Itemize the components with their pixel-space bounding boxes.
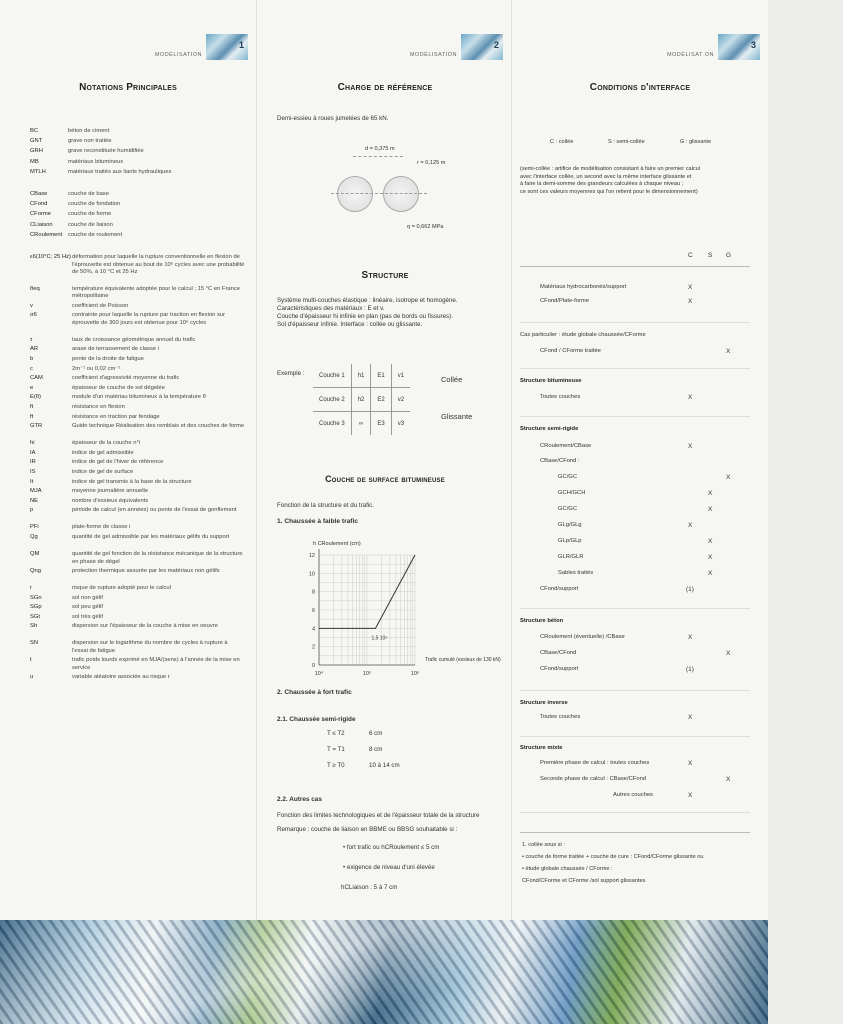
notation-row [30,312,245,327]
notation-row [30,232,245,240]
y-tick-label: 2 [311,644,315,651]
interface-row-label: GCH/GCH [558,490,586,496]
notation-description: risque de rupture adopté pour le calcul [72,585,171,591]
notation-description: nombre d'essieux équivalents [72,497,149,504]
notation-row [30,479,245,487]
notation-symbol: SN [30,640,39,647]
notation-symbol: BC [30,128,39,134]
header-tab-art [718,34,760,60]
notation-description: coefficient d'agressivité moyenne du trafic [72,375,180,382]
section-title-couche: Couche de surface bitumineuse [325,474,445,484]
notation-row [30,191,245,199]
notation-description: trafic poids lourds exprimé en MJA/(sens) à l'année de la mise en service [72,657,240,671]
page-title: Conditions d'interface [589,82,691,93]
notation-description: période de calcul (en années) ou pente de l'essai de gonflement [72,507,237,514]
autres-text: Fonction des limites technologiques et de l'épaisseur totale de la structure [277,812,480,819]
notation-symbol: GRH [30,148,43,155]
sub-heading-2: 2. Chaussée à fort trafic [277,689,352,696]
interface-mark: X [688,443,693,450]
page-number: 3 [750,40,756,50]
wheel-left [337,176,373,212]
notation-row [30,423,245,431]
notation-description: moyenne journalière annuelle [72,488,149,495]
interface-mark: X [708,570,713,577]
interface-mark: (1) [686,666,694,673]
notation-row [30,159,245,167]
interface-row-label: CRoulement (éventuelle) /CBase [540,634,625,640]
thickness-chart [273,535,501,685]
notation-description: variable aléatoire associée au risque r [72,674,170,681]
page-number: 1 [238,40,244,50]
notation-row [30,138,245,146]
notation-symbol: IR [30,459,36,466]
layer-v: v2 [391,388,410,412]
legend-glissante: G : glissante [680,139,712,145]
sub-heading-1: 1. Chaussée à faible trafic [277,518,358,525]
interface-row-label: CRoulement/CBase [540,443,592,449]
layer-e: E3 [371,412,391,436]
layer-h: h1 [351,364,371,388]
structure-line: Sol d'épaisseur infinie. Interface : collée ou glissante. [277,321,423,328]
notation-symbol: ε6(10°C; 25 Hz) [30,254,71,260]
notation-symbol: c [30,365,33,372]
notation-description: contrainte pour laquelle la rupture par traction en flexion sur éprouvette de 360 jours est obtenue pour 10⁶ cycles [72,312,226,326]
notation-description: grave reconstituée humidifiée [68,148,144,155]
notation-symbol: MB [30,158,39,165]
notation-description: épaisseur de la couche n°i [72,440,141,447]
page-header [410,34,503,60]
glissante-label: Glissante [441,412,473,421]
notation-row [30,366,245,374]
chart-xlabel: Trafic cumulé (essieux de 130 kN) [425,657,501,663]
interface-mark: X [688,760,693,767]
notation-row [30,337,245,345]
notation-description: sol peu gélif [72,604,103,611]
notation-description: taux de croissance géométrique annuel du trafic [72,336,196,343]
notation-description: dispersion sur le logarithme du nombre de cycles à rupture à l'essai de fatigue [72,640,228,654]
notation-symbol: CRoulement [30,231,63,238]
layer-row [313,412,410,436]
notation-row [30,286,245,301]
d-dimension-line [353,156,403,157]
interface-mark: (1) [686,586,694,593]
notation-row [30,128,245,136]
notation-row [30,385,245,393]
notation-description: matériaux bitumineux [68,158,124,165]
legend-collee: C : collée [550,139,574,145]
notation-row [30,551,245,566]
layer-h: ∞ [351,412,371,436]
interface-mark: X [688,634,693,641]
notation-row [30,595,245,603]
interface-mark: X [726,348,731,355]
notation-row [30,498,245,506]
y-tick-label: 4 [311,626,315,633]
interface-mark: X [726,776,731,783]
sub-heading-22: 2.2. Autres cas [277,796,322,803]
interface-row-label: Cas particulier : étude globale chaussée/CForme [520,332,646,338]
notation-description: 2m⁻¹ ou 0,02 cm⁻¹ [72,365,121,372]
header-label: MODÉLISATION [154,52,202,58]
divider [520,608,750,609]
notation-symbol: σ6 [30,312,37,319]
layer-name: Couche 3 [319,420,345,427]
page-header [155,34,248,60]
notation-row [30,414,245,422]
interface-row-label: Seconde phase de calcul : CBase/CFond [540,776,647,782]
notation-row [30,657,245,672]
column-header: G [726,252,732,259]
interface-mark: X [688,522,693,529]
notation-description: béton de ciment [68,128,110,134]
notation-row [30,211,245,219]
notation-symbol: SGp [30,604,42,611]
notation-row [30,222,245,230]
notation-row [30,488,245,496]
interface-row-label: GC/GC [558,474,578,480]
interface-row-label: CBase/CFond [540,650,577,656]
section-heading: Structure mixte [520,745,563,751]
notation-symbol: v [30,302,33,309]
notation-row [30,440,245,448]
notation-description: couche de base [68,191,109,197]
layer-name: Couche 2 [313,388,351,412]
notation-symbol: Sh [30,623,38,630]
notation-row [30,604,245,612]
notation-symbol: It [30,478,34,485]
interface-row-label: Première phase de calcul : toutes couches [540,760,650,766]
bullet-text: exigence de niveau d'uni élevée [346,864,435,871]
notation-description: couche de roulement [68,231,123,238]
section-heading: Structure bitumineuse [520,378,582,384]
couche-text: Fonction de la structure et du trafic. [277,502,374,509]
footnote-line: CFond/CForme et CForme /sol support glissantes [522,878,646,884]
notation-symbol: ft [30,413,34,420]
remarque-text: Remarque : couche de liaison en BBME ou BBSG souhaitable si : [277,826,458,833]
wheel-right [383,176,419,212]
d-label: d = 0,375 m [365,146,395,152]
notation-description: pente de la droite de fatigue [72,356,144,362]
section-heading: Structure inverse [520,700,568,706]
y-tick-label: 10 [308,571,315,578]
bullet-item: • fort trafic ou hCRoulement ≤ 5 cm [343,844,440,851]
sub-heading-21: 2.1. Chaussée semi-rigide [277,716,356,723]
notation-symbol: θeq [30,285,40,292]
y-tick-label: 0 [311,663,315,669]
notation-description: plate-forme de classe i [72,524,131,531]
x-tick-label: 10⁶ [410,671,420,677]
notation-symbol: τ [30,336,33,343]
section-heading: Structure semi-rigide [520,426,579,432]
axis-line [331,193,427,194]
chart-ylabel: h CRoulement (cm) [313,541,361,547]
section-title-structure: Structure [361,270,409,281]
y-tick-label: 12 [308,553,315,559]
notation-row [30,459,245,467]
interface-mark: X [688,792,693,799]
interface-row-label: GLR/GLR [558,554,584,560]
traffic-class: T ≥ T0 [327,762,345,769]
structure-line: Système multi-couches élastique : linéaire, isotrope et homogène. [277,297,458,304]
notation-symbol: SGn [30,594,42,601]
notation-row [30,585,245,593]
notation-description: indice de gel de l'hiver de référence [72,459,164,466]
interface-mark: X [688,284,693,291]
structure-line: Caractéristiques des matériaux : E et v. [277,305,385,312]
page-number: 2 [493,40,499,50]
notation-row [30,507,245,515]
notation-row [30,346,245,354]
notation-symbol: AR [30,346,39,353]
notation-description: protection thermique assurée par les matériaux non gélifs [72,568,220,574]
notation-symbol: b [30,356,34,362]
page-title: Notations Principales [79,82,177,93]
footnote-line: 1. collée sous si : [522,842,565,848]
interface-mark: X [708,490,713,497]
notation-description: couche de liaison [68,221,113,228]
interface-row-label: CFond / CForme traitée [540,348,601,354]
notation-description: indice de gel admissible [72,449,134,456]
r-label: r = 0,125 m [417,160,446,166]
notation-row [30,623,245,631]
collee-label: Collée [441,375,463,384]
interface-mark: X [688,298,693,305]
notation-description: module d'un matériau bitumineux à la température θ [72,394,206,401]
notation-symbol: Qg [30,534,38,540]
notation-row [30,375,245,383]
thickness-value: 10 à 14 cm [369,762,400,769]
notation-symbol: u [30,674,34,681]
divider [520,812,750,813]
interface-row-label: Sables traités [558,570,594,576]
footer-artwork [0,920,768,1024]
notation-row [30,614,245,622]
interface-row-label: Toutes couches [540,714,581,720]
interface-mark: X [726,650,731,657]
header-tab-art [461,34,503,60]
header-label: MODÉLISAT ON [666,52,714,58]
interface-row-label: GLg/GLg [558,522,582,528]
interface-row-label: CFond/support [540,586,579,592]
interface-row-label: Matériaux hydrocarbonés/support [540,284,627,290]
notation-description: température équivalente adoptée pour le calcul ; 15 °C en France métropolitaine [72,285,240,300]
interface-row-label: Toutes couches [540,394,581,400]
y-tick-label: 8 [311,589,315,596]
notation-row [30,450,245,458]
notation-description: grave non traitée [68,138,112,145]
chart-annotation: 1,5 10⁵ [371,635,388,642]
notation-symbol: ft [30,404,34,410]
divider [520,266,750,267]
hcliaison-text: hCLiaison : 5 à 7 cm [341,884,398,891]
x-tick-label: 10⁵ [362,671,372,677]
notation-description: épaisseur de couche de sol dégelée [72,384,165,391]
traffic-class: T = T1 [327,746,345,753]
bullet-item: • exigence de niveau d'uni élevée [343,864,435,871]
notation-description: sol non gélif [72,594,103,601]
notation-description: quantité de gel fonction de la résistance mécanique de la structure en phase de dégel [72,551,243,565]
x-tick-label: 10⁴ [314,671,324,677]
notation-description: couche de forme [68,211,112,218]
note-line: avec l'interface collée, un second avec la même interface glissante et [520,173,692,180]
note-line: (semi-collée : artifice de modélisation consistant à faire un premier calcul [520,166,701,172]
interface-row-label: GC/GC [558,506,578,512]
notation-description: matériaux traités aux liants hydrauliques [68,168,172,175]
notation-symbol: GNT [30,138,43,145]
notation-description: indice de gel transmis à la base de la structure [72,478,192,485]
notation-description: dispersion sur l'épaisseur de la couche à mise en oeuvre [72,623,218,630]
notation-row [30,404,245,412]
traffic-class: T ≤ T2 [327,730,345,737]
divider [520,416,750,417]
section-title-charge: Charge de référence [337,82,433,93]
notation-symbol: CFond [30,201,48,208]
page-1 [0,0,256,1024]
notation-description: déformation pour laquelle la rupture conventionnelle en flexion de l'éprouvette est obtenue au bout de 10⁶ cycles avec une probabilité de 50%, à 10 °C et 25 Hz [72,254,245,275]
notation-symbol: MTLH [30,168,46,175]
notation-row [30,303,245,311]
footnote-line: • étude globale chaussée / CForme : [522,866,613,872]
notation-row [30,148,245,156]
notation-symbol: GTR [30,423,43,430]
interface-row-label: Autres couches [613,792,653,798]
notation-symbol: p [30,507,34,514]
notation-description: indice de gel de surface [72,469,134,475]
column-header: C [688,252,693,259]
notation-symbol: CLiaison [30,221,53,228]
interface-mark: X [708,506,713,513]
layer-v: v1 [391,364,410,388]
notation-description: couche de fondation [68,201,121,208]
chart-grid [319,555,415,665]
notation-row [30,568,245,576]
layer-table [313,364,410,435]
note-line: ce sont ces valeurs moyennes qui l'on retient pour le dimensionnement) [520,188,698,195]
notation-symbol: QM [30,551,40,557]
y-tick-label: 6 [311,608,315,614]
legend-semi: S : semi-collée [608,139,645,145]
layer-e: E1 [371,364,391,388]
notation-description: Guide technique Réalisation des remblais et des couches de forme [72,423,245,430]
divider [520,736,750,737]
note-line: à faire la demi-somme des grandeurs calculées à chaque niveau ; [520,181,684,187]
notation-symbol: e [30,384,34,391]
notation-row [30,356,245,364]
interface-row-label: CFond/Plate-forme [540,298,589,304]
charge-text: Demi-essieu à roues jumelées de 65 kN. [277,115,389,122]
notation-symbol: NE [30,497,39,504]
header-tab-art [206,34,248,60]
structure-text [277,297,502,329]
notation-row [30,254,245,277]
notation-description: résistance en traction par fendage [72,413,160,420]
notation-symbol: Qng [30,568,41,574]
notation-description: quantité de gel admissible par les matériaux gélifs du support [72,534,230,540]
structure-line: Couche d'épaisseur hi infinie en plan (pas de bords ou fissures). [277,313,453,320]
notation-row [30,169,245,177]
layer-e: E2 [371,388,391,412]
notation-row [30,524,245,532]
notation-symbol: r [30,585,32,591]
notation-symbol: E(θ) [30,394,41,401]
page-2 [256,0,512,1024]
notation-symbol: t [30,657,32,664]
notation-row [30,201,245,209]
page-header [667,34,760,60]
notation-description: arase de terrassement de classe i [72,346,159,353]
interface-row-label: CBase/CFond : [540,458,580,464]
notation-row [30,674,245,682]
interface-mark: X [708,554,713,561]
interface-mark: X [726,474,731,481]
layer-name: Couche 1 [313,364,351,388]
divider [520,832,750,833]
layer-row [313,388,410,412]
notation-description: sol très gélif [72,613,103,620]
section-heading: Structure béton [520,618,564,624]
layer-row [313,364,410,388]
divider [520,322,750,323]
interface-row-label: CFond/support [540,666,579,672]
notation-symbol: IS [30,469,36,475]
semi-collee-note [520,166,760,196]
notation-symbol: PFi [30,524,39,531]
notation-row [30,534,245,542]
interface-mark: X [688,394,693,401]
notation-symbol: CAM [30,375,43,382]
thickness-value: 6 cm [369,730,383,737]
q-label: q = 0,662 MPa [407,224,444,230]
example-label: Exemple : [277,370,305,377]
layer-v: v3 [391,412,410,436]
notation-symbol: MJA [30,488,42,495]
layer-h: h2 [351,388,371,412]
notation-symbol: SGt [30,613,40,620]
header-label: MODÉLISATION [409,52,457,58]
divider [520,690,750,691]
notation-description: coefficient de Poisson [72,302,129,309]
interface-row-label: GLp/GLp [558,538,582,544]
notation-row [30,640,245,655]
notation-symbol: CBase [30,191,48,197]
thickness-value: 8 cm [369,746,383,753]
notation-row [30,469,245,477]
notation-symbol: CForme [30,211,51,218]
notation-row [30,394,245,402]
interface-mark: X [688,714,693,721]
notation-symbol: IA [30,449,36,456]
bullet-text: fort trafic ou hCRoulement ≤ 5 cm [346,844,440,851]
divider [520,368,750,369]
footnote-line: • couche de forme traitée + couche de cure : CFond/CForme glissante ou [522,854,704,860]
notation-description: résistance en flexion [72,404,125,410]
interface-mark: X [708,538,713,545]
chart-ticks [309,553,419,677]
notation-symbol: hi [30,440,35,447]
column-header: S [708,252,713,259]
